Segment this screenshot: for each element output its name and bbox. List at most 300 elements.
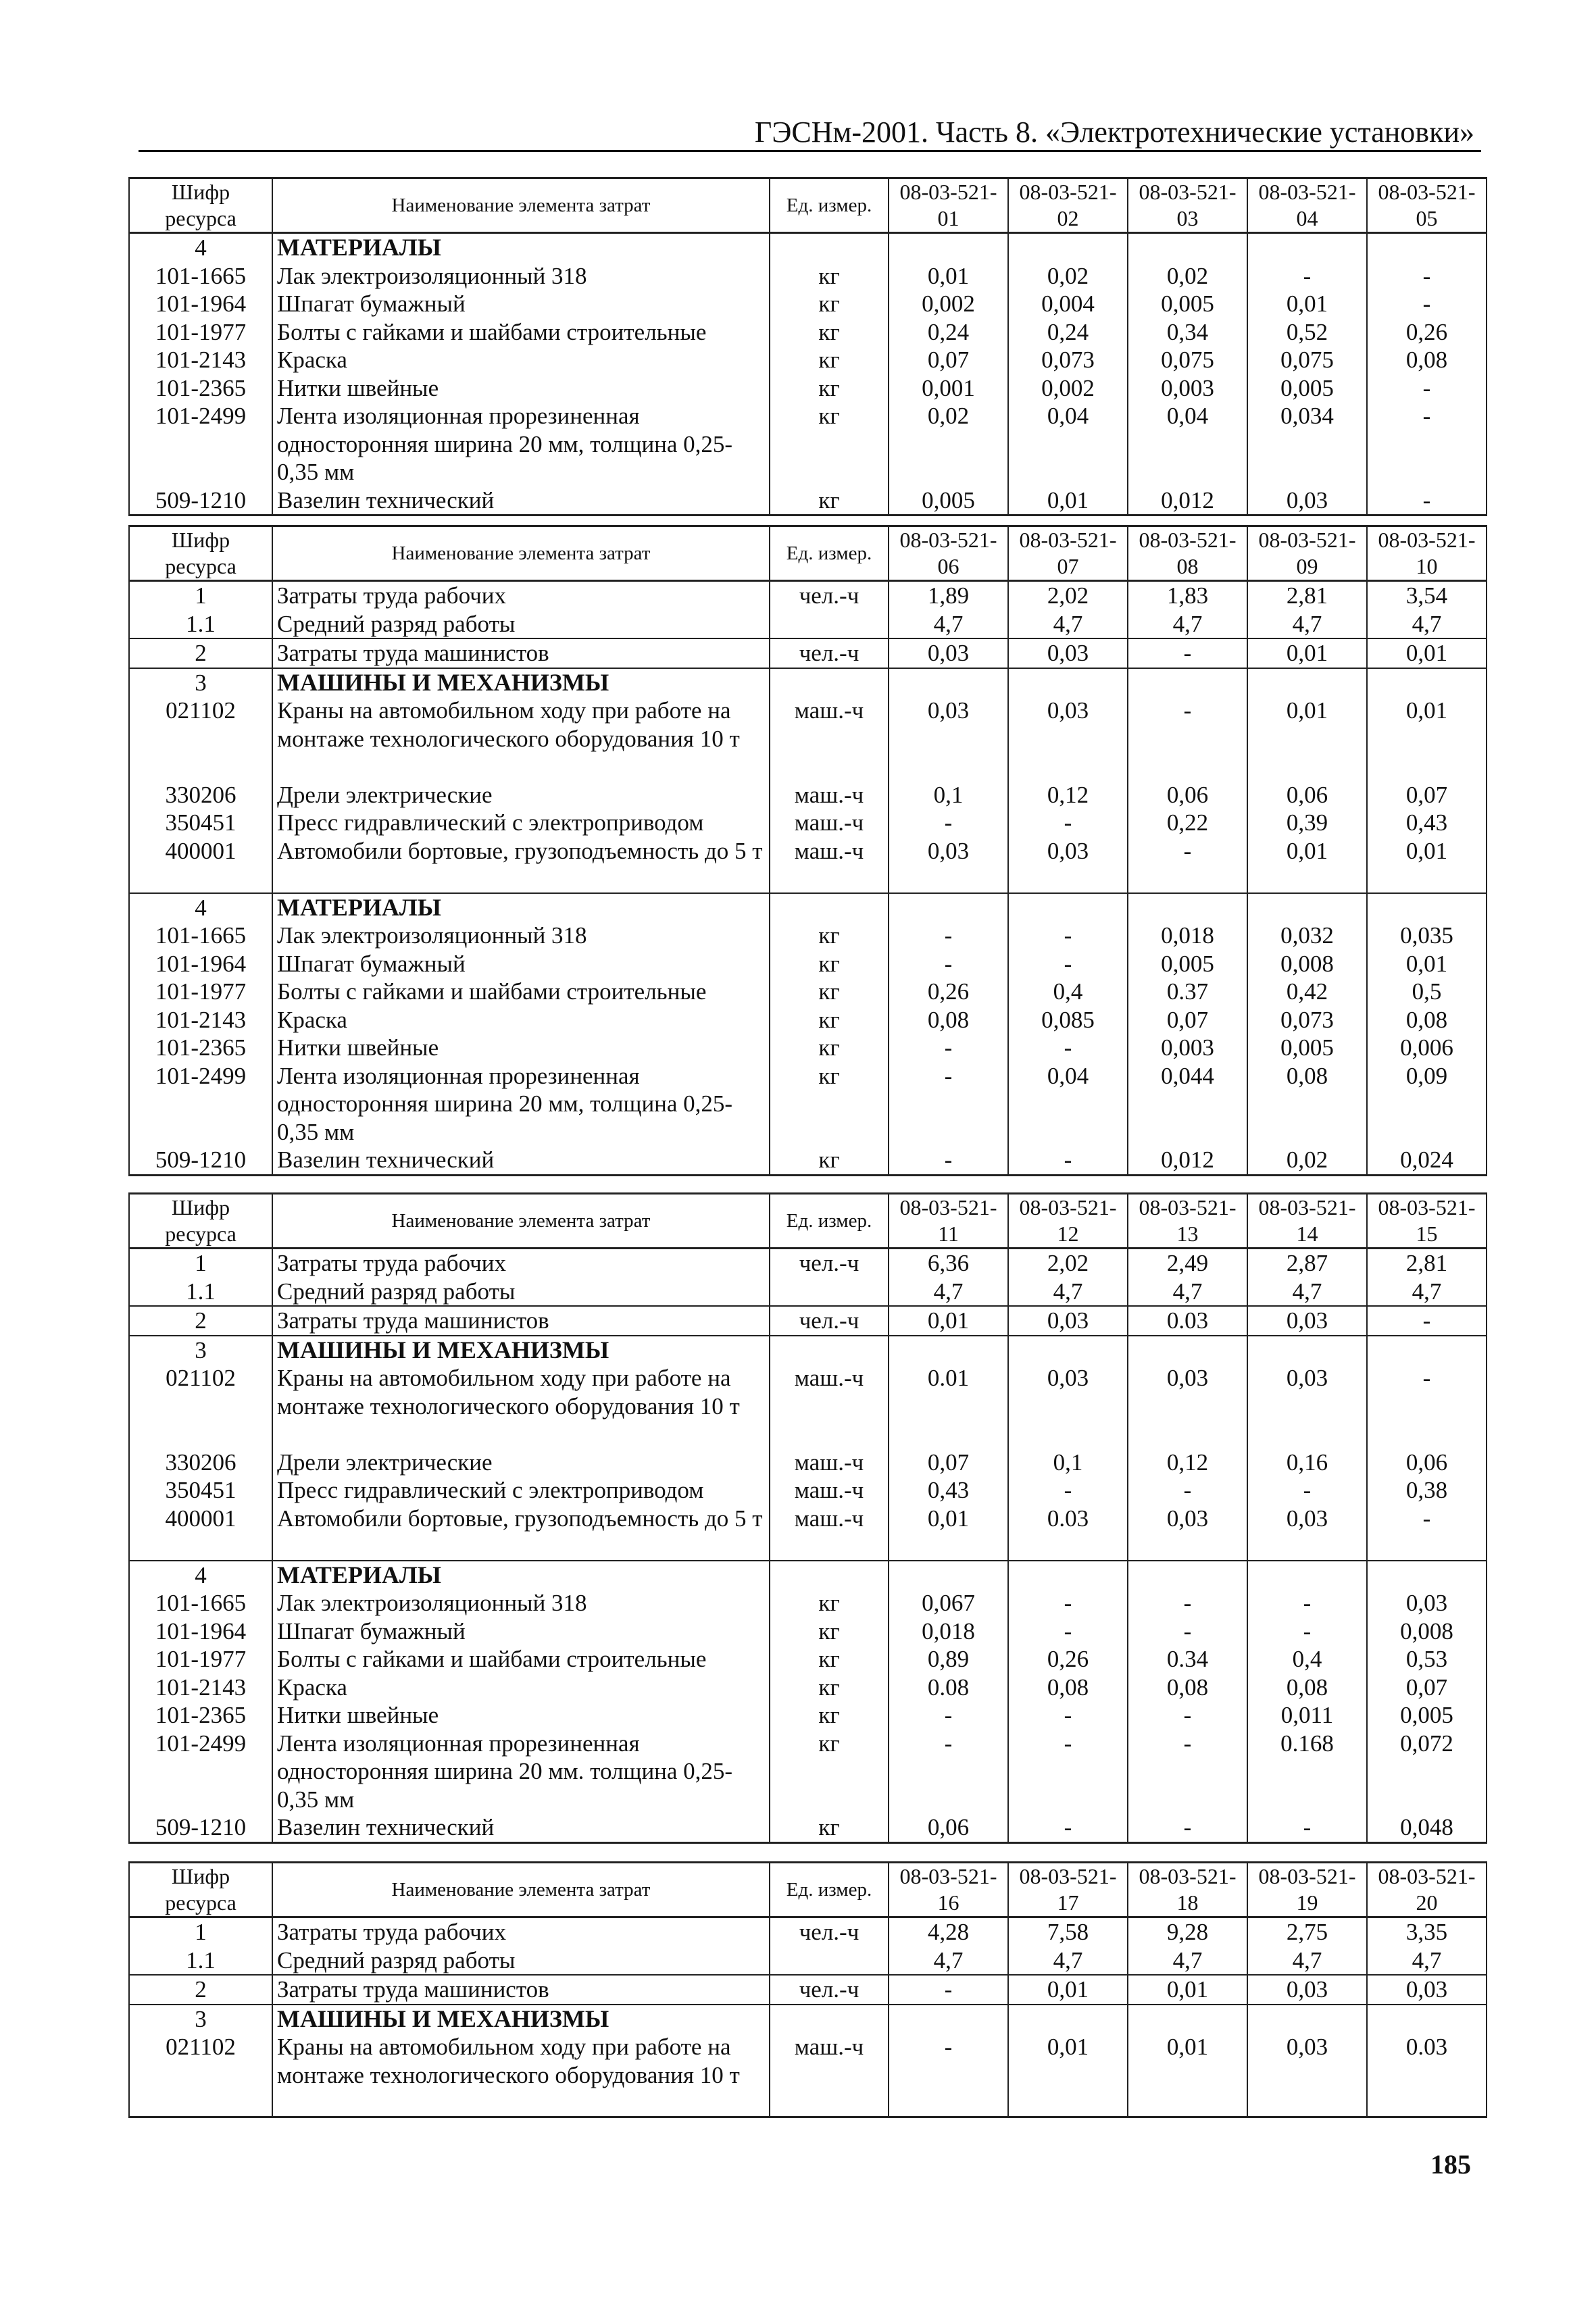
resource-name-text: Затраты труда машинистов	[277, 1976, 549, 2003]
value-cell: 0,07	[889, 346, 1008, 374]
value-cell: 4,28	[889, 1917, 1008, 1946]
value-cell: 0,89	[889, 1645, 1008, 1674]
resource-code: 509-1210	[129, 1146, 272, 1175]
unit-cell: кг	[770, 486, 889, 515]
value-cell: 0,04	[1008, 402, 1128, 486]
value-cell: 0,001	[889, 374, 1008, 403]
value-cell: 0,12	[1008, 781, 1128, 809]
value-cell: 0,01	[889, 262, 1008, 291]
resource-code: 021102	[129, 1364, 272, 1449]
header-norm-id: 08-03-521-20	[1367, 1863, 1487, 1917]
value-cell	[1128, 893, 1247, 922]
resource-name-text: МАТЕРИАЛЫ	[277, 1561, 441, 1588]
table-row	[129, 1589, 1487, 1617]
value-cell: -	[889, 1701, 1008, 1730]
resource-name-text: Дрели электрические	[277, 1449, 493, 1476]
value-cell: -	[889, 1730, 1008, 1814]
table-row	[129, 486, 1487, 515]
value-cell: 0,005	[1128, 950, 1247, 978]
resource-name-text: Затраты труда машинистов	[277, 640, 549, 666]
resource-table	[128, 1861, 1487, 2118]
resource-name-text: Болты с гайками и шайбами строительные	[277, 1646, 707, 1672]
value-cell: 0,06	[1247, 781, 1367, 809]
value-cell: 0,04	[1008, 1062, 1128, 1147]
unit-cell: чел.-ч	[770, 1975, 889, 2005]
value-cell: 0,43	[1367, 809, 1487, 837]
resource-code: 101-2499	[129, 1730, 272, 1814]
resource-name	[272, 1674, 770, 1702]
value-cell	[1247, 668, 1367, 697]
unit-cell: кг	[770, 374, 889, 403]
value-cell: 0,032	[1247, 922, 1367, 950]
value-cell: -	[1008, 1813, 1128, 1842]
value-cell: 0,073	[1247, 1006, 1367, 1034]
value-cell: 0,5	[1367, 978, 1487, 1006]
value-cell	[1128, 233, 1247, 262]
value-cell	[1247, 893, 1367, 922]
value-cell: 0,01	[1247, 697, 1367, 781]
resource-code: 1	[129, 1249, 272, 1278]
table-row	[129, 1917, 1487, 1946]
value-cell: 0,39	[1247, 809, 1367, 837]
value-cell: 0,075	[1247, 346, 1367, 374]
value-cell	[1367, 2005, 1487, 2034]
value-cell: 0,085	[1008, 1006, 1128, 1034]
unit-cell: кг	[770, 1589, 889, 1617]
value-cell: 0,02	[1128, 262, 1247, 291]
value-cell	[889, 1336, 1008, 1365]
unit-cell	[770, 2005, 889, 2034]
table-row	[129, 1561, 1487, 1590]
table-row	[129, 1975, 1487, 2005]
value-cell: -	[1008, 1701, 1128, 1730]
value-cell: -	[1008, 950, 1128, 978]
value-cell: 0,005	[1367, 1701, 1487, 1730]
unit-cell	[770, 1561, 889, 1590]
header-norm-id: 08-03-521-16	[889, 1863, 1008, 1917]
value-cell: -	[1247, 1617, 1367, 1646]
unit-cell	[770, 1336, 889, 1365]
unit-cell: чел.-ч	[770, 638, 889, 668]
value-cell	[1008, 233, 1128, 262]
value-cell	[1008, 893, 1128, 922]
value-cell: 0,005	[1247, 374, 1367, 403]
unit-cell	[770, 610, 889, 639]
value-cell: -	[1128, 697, 1247, 781]
value-cell: 4,7	[1008, 1278, 1128, 1307]
value-cell: 0,16	[1247, 1449, 1367, 1477]
resource-code: 509-1210	[129, 1813, 272, 1842]
value-cell: -	[1008, 809, 1128, 837]
value-cell: 2,02	[1008, 581, 1128, 610]
resource-code: 1	[129, 581, 272, 610]
resource-code: 101-2143	[129, 1006, 272, 1034]
header-name: Наименование элемента затрат	[272, 178, 770, 233]
value-cell: -	[889, 1975, 1008, 2005]
header-norm-id: 08-03-521-14	[1247, 1194, 1367, 1249]
resource-name	[272, 1730, 770, 1814]
resource-name-text: МАТЕРИАЛЫ	[277, 234, 441, 261]
value-cell: 0.34	[1128, 1645, 1247, 1674]
resource-code: 330206	[129, 781, 272, 809]
value-cell: -	[1247, 1813, 1367, 1842]
value-cell: -	[1008, 1617, 1128, 1646]
value-cell: 0,005	[1247, 1034, 1367, 1062]
resource-name-text: Шпагат бумажный	[277, 291, 466, 317]
value-cell	[1008, 1336, 1128, 1365]
value-cell: 0,03	[1247, 2033, 1367, 2117]
value-cell: 0.03	[1008, 1505, 1128, 1561]
value-cell: 0,07	[1367, 1674, 1487, 1702]
unit-cell	[770, 1278, 889, 1307]
value-cell: -	[1367, 402, 1487, 486]
header-norm-id: 08-03-521-10	[1367, 526, 1487, 581]
header-norm-id: 08-03-521-13	[1128, 1194, 1247, 1249]
resource-name-text: Средний разряд работы	[277, 1946, 516, 1973]
value-cell: -	[1247, 1589, 1367, 1617]
unit-cell: кг	[770, 1730, 889, 1814]
value-cell: 0,24	[889, 318, 1008, 347]
resource-code: 3	[129, 2005, 272, 2034]
value-cell: 4,7	[889, 610, 1008, 639]
header-norm-id: 08-03-521-12	[1008, 1194, 1128, 1249]
resource-name-text: Лента изоляционная прорезиненная односторонняя ширина 20 мм. толщина 0,25-0,35 мм	[277, 1730, 733, 1813]
value-cell: 0,073	[1008, 346, 1128, 374]
resource-code: 101-1977	[129, 1645, 272, 1674]
resource-name-text: Вазелин технический	[277, 1147, 495, 1173]
value-cell: 0,03	[889, 837, 1008, 893]
resource-name	[272, 1946, 770, 1976]
value-cell: 4,7	[1367, 1946, 1487, 1976]
resource-code: 101-1964	[129, 1617, 272, 1646]
header-code: Шифр ресурса	[129, 1863, 272, 1917]
value-cell: 0,006	[1367, 1034, 1487, 1062]
resource-name-text: Краска	[277, 347, 347, 373]
page-number: 185	[1430, 2149, 1471, 2180]
value-cell: -	[1128, 837, 1247, 893]
table-row	[129, 1249, 1487, 1278]
unit-cell: чел.-ч	[770, 1306, 889, 1336]
value-cell: -	[1128, 1589, 1247, 1617]
value-cell: 0.01	[889, 1364, 1008, 1449]
value-cell: 0,52	[1247, 318, 1367, 347]
resource-name	[272, 781, 770, 809]
resource-code: 101-1977	[129, 978, 272, 1006]
resource-name-text: Пресс гидравлический с электроприводом	[277, 1477, 704, 1503]
resource-code: 4	[129, 1561, 272, 1590]
value-cell: 2,87	[1247, 1249, 1367, 1278]
value-cell: -	[1367, 1505, 1487, 1561]
value-cell	[1367, 893, 1487, 922]
value-cell: 4,7	[889, 1946, 1008, 1976]
resource-code: 2	[129, 638, 272, 668]
resource-table	[128, 1192, 1487, 1844]
value-cell: -	[1247, 262, 1367, 291]
value-cell: -	[889, 922, 1008, 950]
unit-cell: маш.-ч	[770, 781, 889, 809]
resource-table	[128, 525, 1487, 1176]
value-cell: 0,01	[1008, 486, 1128, 515]
table-row	[129, 1505, 1487, 1561]
value-cell: 0,1	[1008, 1449, 1128, 1477]
header-norm-id: 08-03-521-11	[889, 1194, 1008, 1249]
header-norm-id: 08-03-521-18	[1128, 1863, 1247, 1917]
resource-code: 021102	[129, 2033, 272, 2117]
value-cell: 0,034	[1247, 402, 1367, 486]
value-cell	[1367, 1561, 1487, 1590]
resource-name-text: Вазелин технический	[277, 486, 495, 513]
resource-name-text: Нитки швейные	[277, 1034, 439, 1061]
value-cell	[1008, 1561, 1128, 1590]
resource-name	[272, 638, 770, 668]
value-cell: 0,03	[889, 638, 1008, 668]
value-cell: 0,01	[1128, 2033, 1247, 2117]
value-cell: -	[1008, 1476, 1128, 1505]
value-cell: 0,018	[889, 1617, 1008, 1646]
unit-cell: маш.-ч	[770, 809, 889, 837]
value-cell: 0,03	[889, 697, 1008, 781]
resource-name-text: Шпагат бумажный	[277, 950, 466, 977]
value-cell: 3,35	[1367, 1917, 1487, 1946]
value-cell: 0,048	[1367, 1813, 1487, 1842]
resource-code: 3	[129, 668, 272, 697]
value-cell: 0,02	[889, 402, 1008, 486]
resource-code: 400001	[129, 1505, 272, 1561]
value-cell: 0,4	[1008, 978, 1128, 1006]
header-norm-id: 08-03-521-09	[1247, 526, 1367, 581]
header-norm-id: 08-03-521-03	[1128, 178, 1247, 233]
value-cell: 0,08	[1008, 1674, 1128, 1702]
unit-cell: кг	[770, 1034, 889, 1062]
unit-cell: кг	[770, 262, 889, 291]
value-cell	[1247, 233, 1367, 262]
value-cell: 0,22	[1128, 809, 1247, 837]
value-cell: 0,002	[889, 290, 1008, 318]
resource-code: 101-1977	[129, 318, 272, 347]
resource-code: 330206	[129, 1449, 272, 1477]
resource-name	[272, 1701, 770, 1730]
unit-cell	[770, 893, 889, 922]
value-cell: 4,7	[1247, 610, 1367, 639]
header-code: Шифр ресурса	[129, 1194, 272, 1249]
unit-cell	[770, 668, 889, 697]
unit-cell: кг	[770, 1617, 889, 1646]
resource-name	[272, 922, 770, 950]
unit-cell: кг	[770, 1006, 889, 1034]
value-cell: 0.168	[1247, 1730, 1367, 1814]
resource-name	[272, 290, 770, 318]
resource-name-text: Средний разряд работы	[277, 610, 516, 637]
value-cell: -	[889, 950, 1008, 978]
value-cell	[1128, 1336, 1247, 1365]
resource-name	[272, 1146, 770, 1175]
resource-name	[272, 1505, 770, 1561]
resource-name	[272, 978, 770, 1006]
resource-name-text: Краны на автомобильном ходу при работе на монтаже технологического оборудования 10 т	[277, 2034, 740, 2088]
resource-name	[272, 402, 770, 486]
table-row	[129, 638, 1487, 668]
table-row	[129, 1006, 1487, 1034]
value-cell: 4,7	[1128, 1946, 1247, 1976]
resource-name	[272, 893, 770, 922]
value-cell: 0,01	[1247, 837, 1367, 893]
table-row	[129, 1946, 1487, 1976]
resource-code: 101-1964	[129, 950, 272, 978]
resource-name	[272, 1975, 770, 2005]
value-cell: 0,003	[1128, 1034, 1247, 1062]
resource-name	[272, 697, 770, 781]
value-cell: 0,42	[1247, 978, 1367, 1006]
resource-name-text: Затраты труда машинистов	[277, 1307, 549, 1334]
value-cell: 0,04	[1128, 402, 1247, 486]
value-cell: -	[1367, 374, 1487, 403]
resource-name-text: Краска	[277, 1674, 347, 1701]
value-cell: 1,83	[1128, 581, 1247, 610]
value-cell: 0,03	[1247, 1364, 1367, 1449]
value-cell: 2,49	[1128, 1249, 1247, 1278]
value-cell: 4,7	[1247, 1278, 1367, 1307]
value-cell: 0,08	[1367, 1006, 1487, 1034]
value-cell: 0,26	[889, 978, 1008, 1006]
resource-name	[272, 1476, 770, 1505]
value-cell	[889, 1561, 1008, 1590]
table-row	[129, 346, 1487, 374]
value-cell: 0,01	[1247, 638, 1367, 668]
resource-name-text: МАШИНЫ И МЕХАНИЗМЫ	[277, 2005, 609, 2032]
unit-cell	[770, 233, 889, 262]
value-cell: 7,58	[1008, 1917, 1128, 1946]
value-cell: 0,06	[1128, 781, 1247, 809]
value-cell: -	[889, 1062, 1008, 1147]
value-cell	[1247, 2005, 1367, 2034]
value-cell: 0,03	[1367, 1975, 1487, 2005]
value-cell: 9,28	[1128, 1917, 1247, 1946]
value-cell	[1008, 2005, 1128, 2034]
header-norm-id: 08-03-521-17	[1008, 1863, 1128, 1917]
resource-name-text: МАШИНЫ И МЕХАНИЗМЫ	[277, 1336, 609, 1363]
table-row	[129, 1674, 1487, 1702]
resource-code: 4	[129, 233, 272, 262]
value-cell: 4,7	[1247, 1946, 1367, 1976]
resource-name-text: Пресс гидравлический с электроприводом	[277, 809, 704, 836]
value-cell: -	[1008, 1034, 1128, 1062]
value-cell: 4,7	[1128, 1278, 1247, 1307]
resource-name	[272, 1617, 770, 1646]
value-cell: 6,36	[889, 1249, 1008, 1278]
header-unit: Ед. измер.	[770, 526, 889, 581]
resource-name-text: Болты с гайками и шайбами строительные	[277, 978, 707, 1005]
unit-cell: кг	[770, 1701, 889, 1730]
value-cell: 0,008	[1247, 950, 1367, 978]
table-row	[129, 950, 1487, 978]
resource-code: 400001	[129, 837, 272, 893]
table-row	[129, 1336, 1487, 1365]
resource-code: 101-2365	[129, 1034, 272, 1062]
value-cell: 0,01	[1367, 837, 1487, 893]
resource-code: 1.1	[129, 610, 272, 639]
value-cell: 0,12	[1128, 1449, 1247, 1477]
header-name: Наименование элемента затрат	[272, 1194, 770, 1249]
unit-cell: кг	[770, 346, 889, 374]
value-cell: 0,03	[1247, 1505, 1367, 1561]
table-row	[129, 2033, 1487, 2117]
resource-code: 3	[129, 1336, 272, 1365]
value-cell: -	[1247, 1476, 1367, 1505]
resource-name-text: Затраты труда рабочих	[277, 582, 506, 609]
value-cell: 0,005	[889, 486, 1008, 515]
resource-name-text: Краны на автомобильном ходу при работе на монтаже технологического оборудования 10 т	[277, 697, 740, 752]
value-cell: -	[1367, 262, 1487, 291]
resource-code: 1.1	[129, 1946, 272, 1976]
unit-cell: кг	[770, 1146, 889, 1175]
table-row	[129, 262, 1487, 291]
resource-name-text: Лента изоляционная прорезиненная односторонняя ширина 20 мм, толщина 0,25-0,35 мм	[277, 1062, 733, 1145]
resource-name	[272, 374, 770, 403]
resource-code: 101-2143	[129, 346, 272, 374]
value-cell: 0,03	[1128, 1364, 1247, 1449]
value-cell: -	[889, 1034, 1008, 1062]
value-cell: -	[1367, 1364, 1487, 1449]
resource-name	[272, 1306, 770, 1336]
table-row	[129, 1146, 1487, 1175]
resource-code: 2	[129, 1306, 272, 1336]
value-cell: 0,011	[1247, 1701, 1367, 1730]
value-cell: -	[1367, 486, 1487, 515]
table-row	[129, 1449, 1487, 1477]
value-cell: 0,01	[1367, 697, 1487, 781]
value-cell	[1247, 1561, 1367, 1590]
resource-name	[272, 668, 770, 697]
table-row	[129, 668, 1487, 697]
table-row	[129, 1617, 1487, 1646]
value-cell	[1247, 1336, 1367, 1365]
value-cell: 0,06	[1367, 1449, 1487, 1477]
table-row	[129, 978, 1487, 1006]
resource-name	[272, 1561, 770, 1590]
table-row	[129, 318, 1487, 347]
value-cell: 0,06	[889, 1813, 1008, 1842]
value-cell	[889, 233, 1008, 262]
unit-cell: кг	[770, 950, 889, 978]
header-unit: Ед. измер.	[770, 1194, 889, 1249]
value-cell: 0,01	[1008, 1975, 1128, 2005]
value-cell: -	[1128, 1730, 1247, 1814]
resource-name	[272, 1249, 770, 1278]
table-header-row	[129, 1194, 1487, 1249]
value-cell: 0,07	[1128, 1006, 1247, 1034]
value-cell: 0,01	[1367, 638, 1487, 668]
table-row	[129, 1730, 1487, 1814]
resource-name	[272, 1336, 770, 1365]
table-row	[129, 290, 1487, 318]
value-cell: -	[1008, 922, 1128, 950]
value-cell: 0,03	[1008, 1364, 1128, 1449]
resource-code: 509-1210	[129, 486, 272, 515]
value-cell: 0,067	[889, 1589, 1008, 1617]
resource-name-text: Лак электроизоляционный 318	[277, 922, 587, 949]
resource-name-text: Автомобили бортовые, грузоподъемность до 5 т	[277, 1505, 763, 1532]
header-norm-id: 08-03-521-08	[1128, 526, 1247, 581]
value-cell	[889, 668, 1008, 697]
header-norm-id: 08-03-521-02	[1008, 178, 1128, 233]
resource-name	[272, 1449, 770, 1477]
value-cell: 4,7	[1367, 1278, 1487, 1307]
value-cell: 0,035	[1367, 922, 1487, 950]
value-cell: -	[1367, 290, 1487, 318]
resource-code: 101-2499	[129, 402, 272, 486]
unit-cell: маш.-ч	[770, 1505, 889, 1561]
value-cell: 0,08	[1367, 346, 1487, 374]
